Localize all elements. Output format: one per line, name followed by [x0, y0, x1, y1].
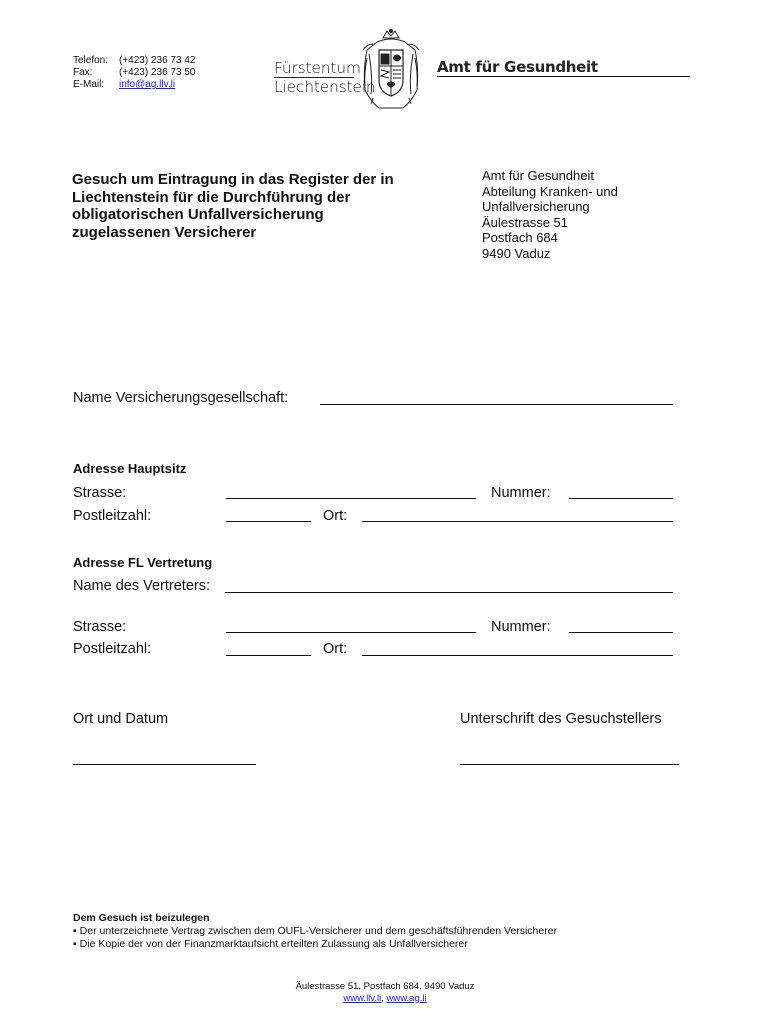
hq-zip-field[interactable]	[226, 521, 311, 522]
rep-city-field[interactable]	[362, 655, 673, 656]
rep-address-heading: Adresse FL Vertretung	[73, 555, 213, 570]
hq-city-field[interactable]	[362, 521, 673, 522]
hq-number-field[interactable]	[569, 498, 673, 499]
email-link[interactable]: info@ag.llv.li	[119, 79, 176, 90]
title-line: Gesuch um Eintragung in das Register der in	[72, 171, 394, 188]
company-name-field[interactable]	[320, 404, 673, 405]
recipient-address	[482, 168, 618, 261]
office-name: Amt für Gesundheit	[437, 58, 598, 76]
hq-street-label: Strasse:	[73, 485, 127, 501]
recipient-line: Äulestrasse 51	[482, 214, 568, 230]
attachments-section	[73, 912, 693, 951]
recipient-line: Postfach 684	[482, 230, 558, 245]
rep-zip-label: Postleitzahl:	[73, 641, 152, 657]
page-footer	[0, 981, 770, 1004]
contact-fax-label: Fax:	[73, 67, 93, 78]
contact-phone-value: (+423) 236 73 42	[119, 55, 196, 66]
place-date-field[interactable]	[73, 764, 256, 765]
rep-name-label: Name des Vertreters:	[73, 578, 210, 594]
coat-of-arms-emblem	[359, 28, 423, 112]
contact-phone-label: Telefon:	[73, 55, 109, 66]
rep-zip-field[interactable]	[226, 655, 311, 656]
contact-fax-value: (+423) 236 73 50	[119, 67, 196, 78]
footer-link-llv[interactable]: www.llv.li	[343, 992, 382, 1004]
footer-address: Äulestrasse 51, Postfach 684, 9490 Vaduz	[295, 981, 475, 992]
rep-number-field[interactable]	[569, 632, 673, 633]
hq-number-label: Nummer:	[491, 485, 551, 501]
country-name-line1: Fürstentum	[274, 59, 361, 77]
rep-street-field[interactable]	[226, 632, 476, 633]
office-name-underline	[437, 76, 690, 77]
attachment-item	[73, 925, 693, 938]
attachment-item-text: Der unterzeichnete Vertrag zwischen dem OUFL-Versicherer und dem geschäftsführenden Versicherer	[79, 925, 558, 937]
contact-fax	[73, 67, 195, 79]
recipient-line: Abteilung Kranken- und	[482, 183, 618, 199]
footer-links	[0, 993, 770, 1005]
signature-label: Unterschrift des Gesuchstellers	[460, 711, 662, 727]
title-line: Liechtenstein für die Durchführung der	[72, 188, 351, 206]
attachments-heading: Dem Gesuch ist beizulegen	[73, 912, 210, 924]
attachment-item-text: Die Kopie der von der Finanzmarktaufsicht erteilten Zulassung als Unfallversicherer	[79, 938, 468, 950]
rep-number-label: Nummer:	[491, 619, 551, 635]
rep-city-label: Ort:	[323, 641, 348, 657]
contact-phone	[73, 55, 195, 67]
contact-block	[73, 55, 195, 91]
bullet-icon: ▪	[73, 938, 77, 950]
recipient-line: Unfallversicherung	[482, 199, 590, 214]
hq-city-label: Ort:	[323, 508, 348, 524]
hq-address-heading: Adresse Hauptsitz	[73, 461, 187, 476]
place-date-label: Ort und Datum	[73, 711, 169, 727]
contact-email	[73, 79, 195, 91]
country-name-line2: Liechtenstein	[274, 78, 376, 96]
footer-separator: ,	[381, 992, 384, 1004]
recipient-line: 9490 Vaduz	[482, 245, 551, 261]
contact-email-label: E-Mail:	[73, 79, 105, 90]
company-name-label: Name Versicherungsgesellschaft:	[73, 390, 289, 406]
title-line: zugelassenen Versicherer	[72, 223, 257, 241]
title-line: obligatorischen Unfallversicherung	[72, 206, 324, 223]
country-name	[274, 59, 376, 97]
signature-field[interactable]	[460, 764, 679, 765]
bullet-icon: ▪	[73, 925, 77, 937]
attachment-item	[73, 938, 693, 951]
rep-street-label: Strasse:	[73, 619, 127, 635]
footer-link-ag[interactable]: www.ag.li	[386, 992, 427, 1004]
document-title	[72, 171, 462, 241]
recipient-line: Amt für Gesundheit	[482, 168, 594, 183]
hq-zip-label: Postleitzahl:	[73, 508, 152, 524]
rep-name-field[interactable]	[225, 592, 673, 593]
hq-street-field[interactable]	[226, 498, 476, 499]
